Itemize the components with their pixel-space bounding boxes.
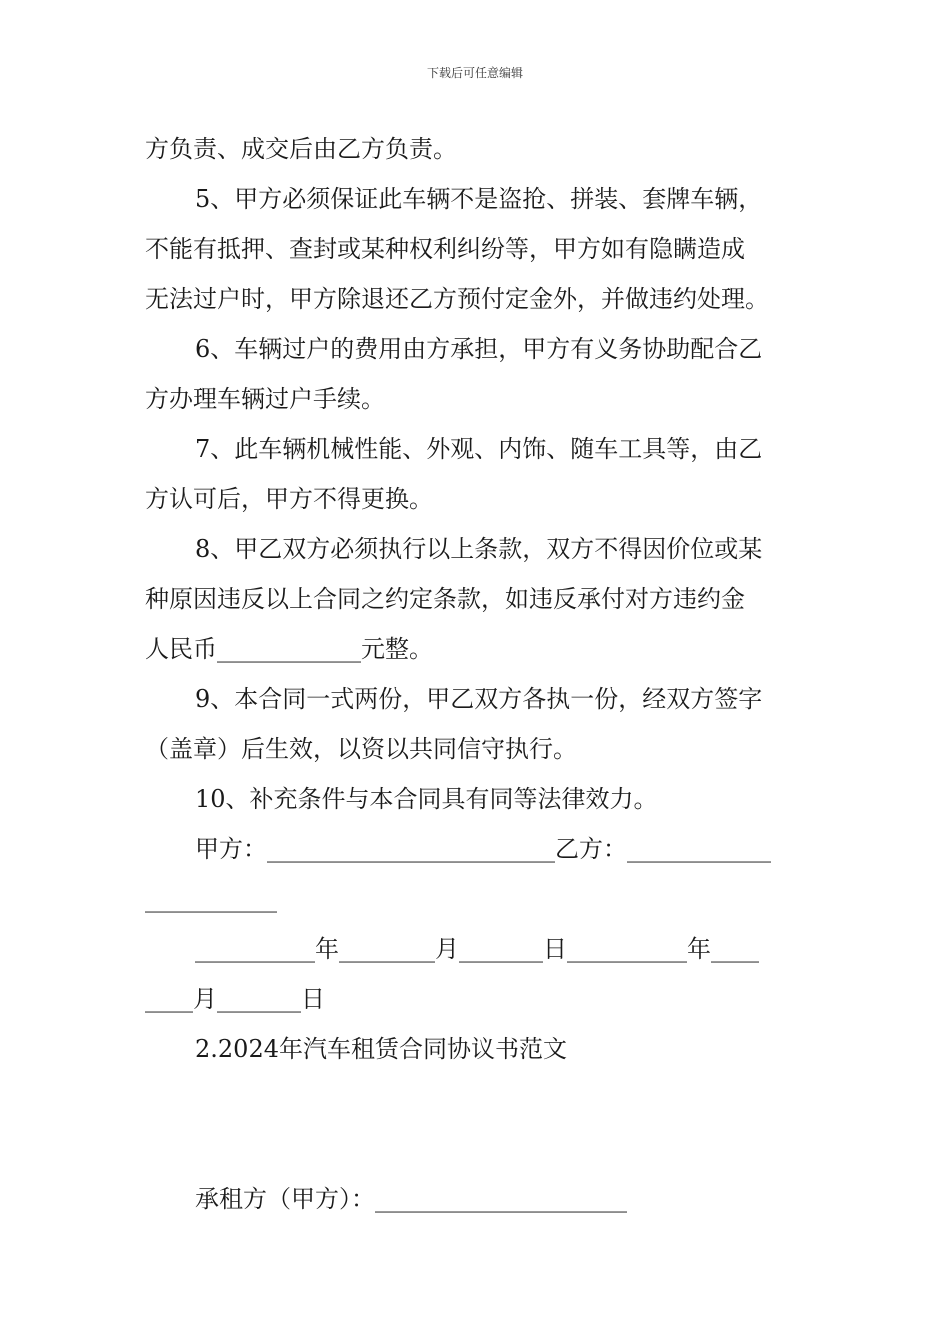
clause-9-line: （盖章）后生效，以资以共同信守执行。 — [145, 735, 577, 763]
clause-8-line: 8、甲乙双方必须执行以上条款，双方不得因价位或某 — [195, 535, 763, 563]
clause-8-line: 种原因违反以上合同之约定条款，如违反承付对方违约金 — [145, 585, 745, 613]
paragraph-line: 方负责、成交后由乙方负责。 — [145, 135, 457, 163]
clause-9-line: 9、本合同一式两份，甲乙双方各执一份，经双方签字 — [195, 685, 763, 713]
clause-5-line: 不能有抵押、查封或某种权利纠纷等，甲方如有隐瞒造成 — [145, 235, 745, 263]
page-header-watermark: 下载后可任意编辑 — [426, 66, 523, 80]
signature-line: ___________ — [145, 885, 277, 913]
clause-6-line: 方办理车辆过户手续。 — [145, 385, 385, 413]
clause-5-line: 无法过户时，甲方除退还乙方预付定金外，并做违约处理。 — [145, 285, 769, 313]
signature-line: 甲方：________________________乙方：____________ — [195, 835, 771, 863]
lessee-party-line: 承租方（甲方）：_____________________ — [195, 1185, 627, 1213]
clause-7-line: 7、此车辆机械性能、外观、内饰、随车工具等，由乙 — [195, 435, 763, 463]
clause-6-line: 6、车辆过户的费用由方承担，甲方有义务协助配合乙 — [195, 335, 763, 363]
date-line: __________年________月_______日__________年____ — [195, 935, 759, 963]
date-line: ____月_______日 — [145, 985, 325, 1013]
section-heading: 2.2024年汽车租赁合同协议书范文 — [195, 1035, 567, 1063]
clause-5-line: 5、甲方必须保证此车辆不是盗抢、拼装、套牌车辆， — [195, 185, 763, 213]
clause-8-line: 人民币____________元整。 — [145, 635, 433, 663]
clause-7-line: 方认可后，甲方不得更换。 — [145, 485, 433, 513]
clause-10-line: 10、补充条件与本合同具有同等法律效力。 — [195, 785, 658, 813]
